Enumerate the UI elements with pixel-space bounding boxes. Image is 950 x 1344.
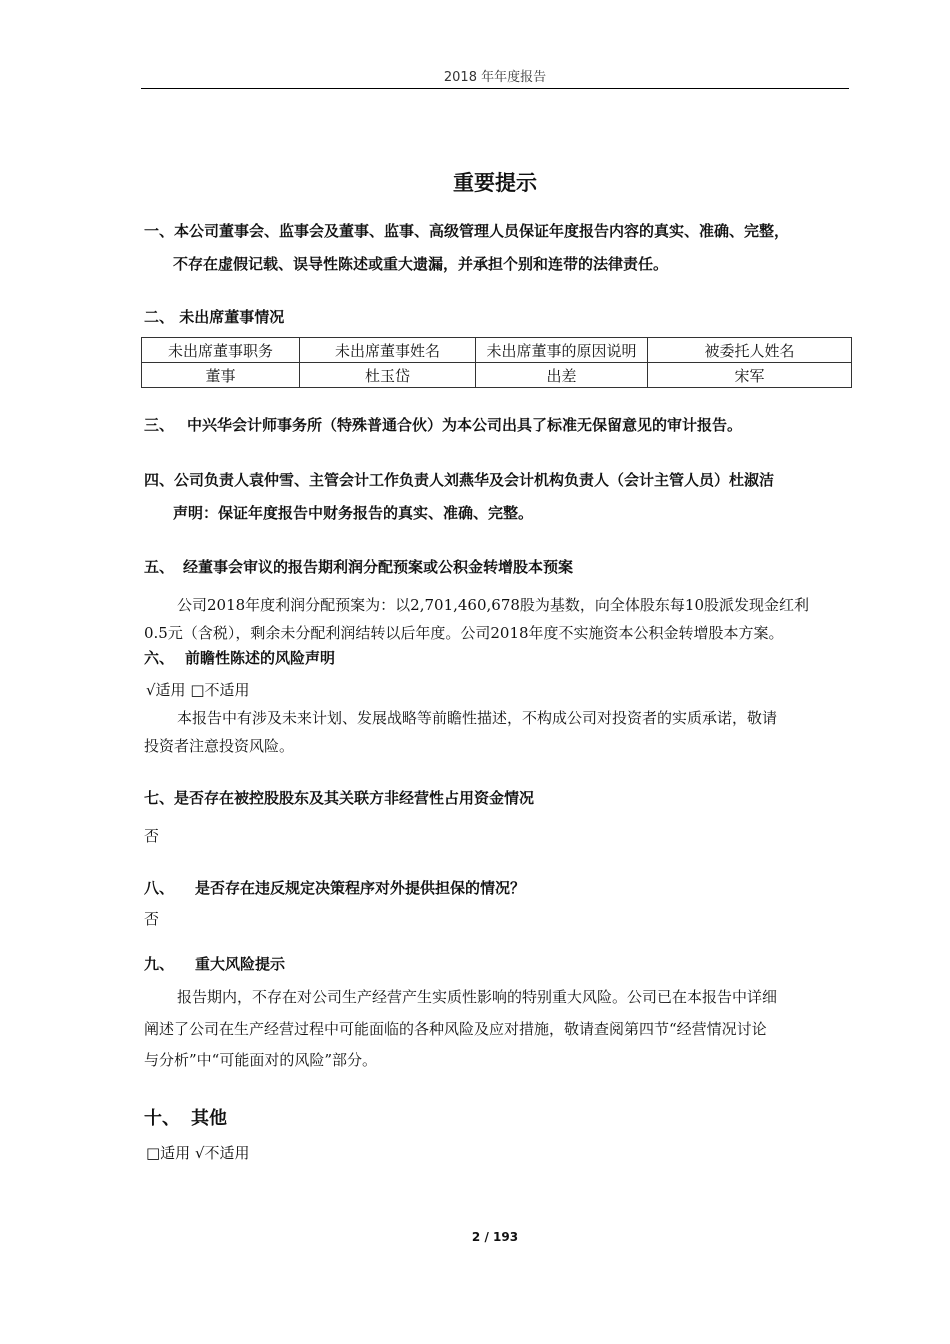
table-cell: 董事	[142, 363, 300, 388]
section-9-line-2: 阐述了公司在生产经营过程中可能面临的各种风险及应对措施，敬请查阅第四节“经营情况讨论	[144, 1020, 767, 1038]
table-header-cell: 未出席董事职务	[142, 338, 300, 363]
section-10-applicability: □适用 √不适用	[146, 1144, 250, 1162]
section-10-heading: 其他	[191, 1108, 227, 1129]
table-header-row	[142, 338, 852, 363]
section-5-line-1: 公司2018年度利润分配预案为：以2,701,460,678股为基数，向全体股东每10股派发现金红利	[177, 596, 810, 614]
section-6-heading: 前瞻性陈述的风险声明	[185, 649, 336, 667]
section-3-text: 中兴华会计师事务所（特殊普通合伙）为本公司出具了标准无保留意见的审计报告。	[187, 416, 743, 434]
section-5-heading: 经董事会审议的报告期利润分配预案或公积金转增股本预案	[183, 558, 574, 576]
section-6-applicability: √适用 □不适用	[146, 681, 250, 699]
section-4-line-2: 声明：保证年度报告中财务报告的真实、准确、完整。	[173, 504, 534, 522]
section-8-heading: 是否存在违反规定决策程序对外提供担保的情况？	[195, 879, 526, 897]
table-cell: 杜玉岱	[300, 363, 476, 388]
absent-directors-table	[141, 337, 852, 388]
section-8-number: 八、	[144, 879, 175, 897]
section-6-line-1: 本报告中有涉及未来计划、发展战略等前瞻性描述，不构成公司对投资者的实质承诺，敬请	[177, 709, 778, 727]
table-header-cell: 未出席董事的原因说明	[476, 338, 648, 363]
page-number: 2 / 193	[471, 1230, 519, 1244]
section-7-heading: 七、是否存在被控股股东及其关联方非经营性占用资金情况	[144, 789, 535, 807]
table-header-cell: 被委托人姓名	[648, 338, 852, 363]
section-6-line-2: 投资者注意投资风险。	[144, 737, 295, 755]
page-title: 重要提示	[453, 170, 537, 195]
section-9-heading: 重大风险提示	[195, 955, 286, 973]
table-row	[142, 363, 852, 388]
section-8-answer: 否	[144, 910, 160, 928]
section-5-line-2: 0.5元（含税），剩余未分配利润结转以后年度。公司2018年度不实施资本公积金转增股本方案。	[144, 624, 784, 642]
section-2-heading: 二、 未出席董事情况	[144, 308, 285, 326]
section-1-line-2: 不存在虚假记载、误导性陈述或重大遗漏，并承担个别和连带的法律责任。	[173, 255, 669, 273]
section-9-line-3: 与分析”中“可能面对的风险”部分。	[144, 1051, 378, 1069]
section-6-number: 六、	[144, 649, 175, 667]
running-header: 2018 年年度报告	[443, 70, 547, 85]
section-1-line-1: 一、本公司董事会、监事会及董事、监事、高级管理人员保证年度报告内容的真实、准确、完整，	[144, 222, 790, 240]
section-9-number: 九、	[144, 955, 175, 973]
section-10-number: 十、	[144, 1108, 180, 1129]
section-7-answer: 否	[144, 827, 160, 845]
section-5-number: 五、	[144, 558, 175, 576]
section-9-line-1: 报告期内，不存在对公司生产经营产生实质性影响的特别重大风险。公司已在本报告中详细	[177, 988, 778, 1006]
header-rule	[141, 88, 849, 89]
section-3-number: 三、	[144, 416, 175, 434]
section-4-line-1: 四、公司负责人袁仲雪、主管会计工作负责人刘燕华及会计机构负责人（会计主管人员）杜淑洁	[144, 471, 775, 489]
table-cell: 宋军	[648, 363, 852, 388]
table-cell: 出差	[476, 363, 648, 388]
table-header-cell: 未出席董事姓名	[300, 338, 476, 363]
